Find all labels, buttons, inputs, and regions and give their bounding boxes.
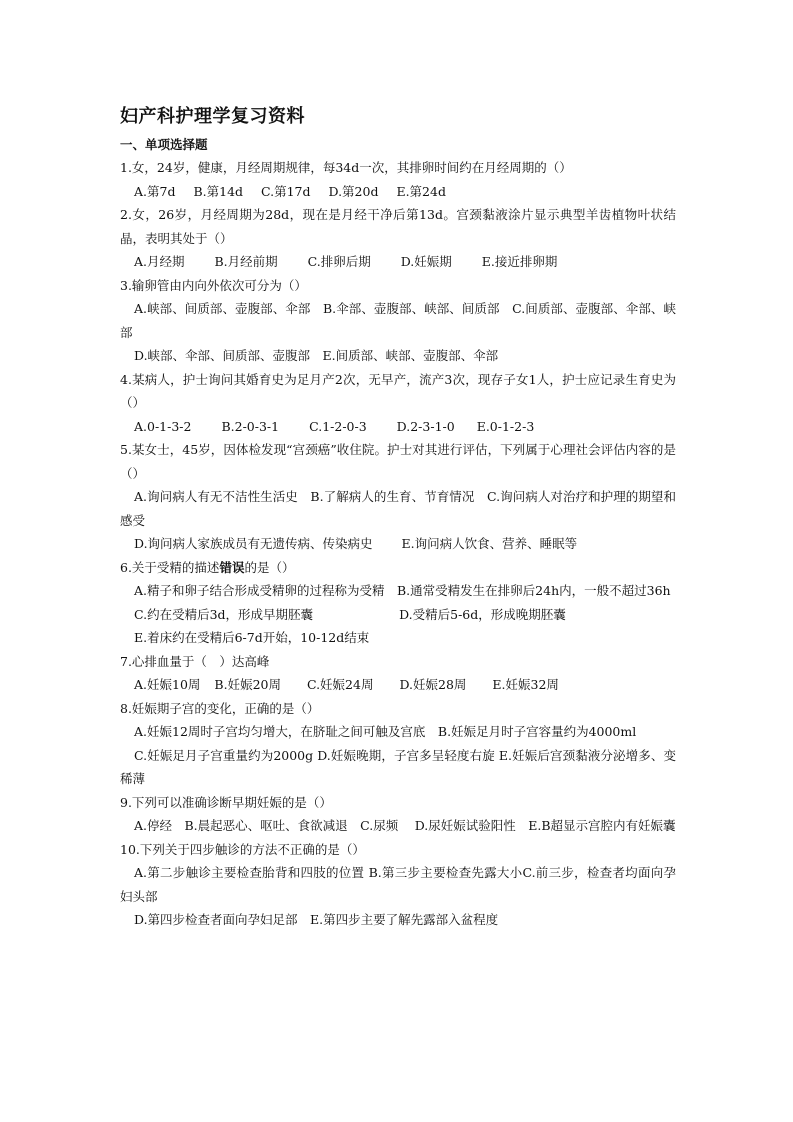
options-line-1: A.精子和卵子结合形成受精卵的过程称为受精 B.通常受精发生在排卵后24h内，一般不超过36h bbox=[134, 583, 671, 598]
option-e: E.第24d bbox=[396, 183, 446, 199]
question-stem: 3.输卵管由内向外依次可分为（） bbox=[120, 277, 307, 293]
options-line-1: A.停经 B.晨起恶心、呕吐、食欲减退 C.尿频 D.尿妊娠试验阳性 E.B超显示宫腔内有妊娠囊 bbox=[134, 818, 676, 833]
question-6 bbox=[120, 556, 676, 650]
option-e: E.妊娠32周 bbox=[492, 677, 559, 692]
option-a: A.妊娠10周 bbox=[134, 677, 201, 692]
options-line-2: C.妊娠足月子宫重量约为2000g D.妊娠晚期，子宫多呈轻度右旋 E.妊娠后宫颈黏液分泌增多、变稀薄 bbox=[120, 747, 676, 786]
option-d: D.第20d bbox=[328, 183, 379, 199]
question-stem: 5.某女士，45岁，因体检发现“宫颈癌”收住院。护士对其进行评估，下列属于心理社会评估内容的是（） bbox=[120, 442, 676, 481]
question-stem: 7.心排血量于（ ）达高峰 bbox=[120, 653, 270, 669]
option-a: A.第7d bbox=[134, 183, 176, 199]
question-9 bbox=[120, 791, 676, 838]
option-c: C.第17d bbox=[261, 183, 311, 199]
question-5 bbox=[120, 438, 676, 556]
question-8 bbox=[120, 697, 676, 791]
question-stem: 2.女，26岁，月经周期为28d，现在是月经干净后第13d。宫颈黏液涂片显示典型羊齿植物叶状结晶，表明其处于（） bbox=[120, 207, 676, 246]
option-d: D.妊娠期 bbox=[400, 254, 452, 269]
options-line-1: A.询问病人有无不洁性生活史 B.了解病人的生育、节育情况 C.询问病人对治疗和护理的期望和感受 bbox=[120, 489, 676, 528]
option-c: C.1-2-0-3 bbox=[309, 418, 367, 434]
option-d: D.妊娠28周 bbox=[399, 677, 467, 692]
options-line-2: D.第四步检查者面向孕妇足部 E.第四步主要了解先露部入盆程度 bbox=[134, 912, 499, 927]
question-10 bbox=[120, 838, 676, 932]
question-7 bbox=[120, 650, 676, 697]
options-row bbox=[120, 250, 676, 274]
option-d: D.2-3-1-0 bbox=[396, 418, 455, 434]
options-line-3: E.着床约在受精后6-7d开始，10-12d结束 bbox=[134, 630, 370, 645]
option-b: B.2-0-3-1 bbox=[221, 418, 280, 434]
options-line-1: A.峡部、间质部、壶腹部、伞部 B.伞部、壶腹部、峡部、间质部 C.间质部、壶腹部、伞部、峡部 bbox=[120, 301, 676, 340]
option-e: E.0-1-2-3 bbox=[476, 418, 535, 434]
option-d: D.受精后5-6d，形成晚期胚囊 bbox=[399, 606, 566, 622]
stem-emphasis: 错误 bbox=[219, 559, 245, 575]
document-page bbox=[120, 104, 676, 932]
question-stem: 1.女，24岁，健康，月经周期规律，每34d一次，其排卵时间约在月经周期的（） bbox=[120, 160, 572, 175]
options-line-1: A.第二步触诊主要检查胎背和四肢的位置 B.第三步主要检查先露大小C.前三步，检查者均面向孕妇头部 bbox=[120, 865, 676, 904]
option-c: C.妊娠24周 bbox=[306, 677, 374, 692]
question-stem: 9.下列可以准确诊断早期妊娠的是（） bbox=[120, 794, 332, 810]
option-c: C.约在受精后3d，形成早期胚囊 bbox=[134, 606, 314, 622]
option-c: C.排卵后期 bbox=[307, 254, 371, 269]
option-b: B.妊娠20周 bbox=[214, 677, 281, 692]
question-stem: 10.下列关于四步触诊的方法不正确的是（） bbox=[120, 841, 365, 857]
option-e: E.接近排卵期 bbox=[481, 254, 558, 269]
section-heading: 一、单项选择题 bbox=[120, 137, 208, 152]
options-row bbox=[120, 415, 676, 439]
options-line-2 bbox=[120, 603, 676, 627]
question-stem: 8.妊娠期子宫的变化，正确的是（） bbox=[120, 700, 320, 716]
options-row bbox=[120, 180, 676, 204]
options-row bbox=[120, 673, 676, 697]
option-a: A.月经期 bbox=[134, 254, 185, 269]
option-b: B.第14d bbox=[193, 183, 244, 199]
options-line-2: D.询问病人家族成员有无遗传病、传染病史 E.询问病人饮食、营养、睡眠等 bbox=[134, 536, 578, 551]
options-line-1: A.妊娠12周时子宫均匀增大，在脐耻之间可触及宫底 B.妊娠足月时子宫容量约为4000ml bbox=[134, 724, 637, 739]
stem-text: 的是（） bbox=[244, 559, 295, 575]
question-4 bbox=[120, 368, 676, 439]
question-3 bbox=[120, 274, 676, 368]
options-line-2: D.峡部、伞部、间质部、壶腹部 E.间质部、峡部、壶腹部、伞部 bbox=[134, 348, 499, 363]
option-a: A.0-1-3-2 bbox=[134, 418, 192, 434]
question-stem bbox=[120, 556, 676, 580]
option-b: B.月经前期 bbox=[214, 254, 278, 269]
stem-text: 6.关于受精的描述 bbox=[120, 559, 220, 575]
document-title: 妇产科护理学复习资料 bbox=[120, 106, 305, 127]
question-stem: 4.某病人，护士询问其婚育史为足月产2次，无早产，流产3次，现存子女1人，护士应记录生育史为（） bbox=[120, 371, 676, 410]
question-1 bbox=[120, 156, 676, 203]
question-2 bbox=[120, 203, 676, 274]
